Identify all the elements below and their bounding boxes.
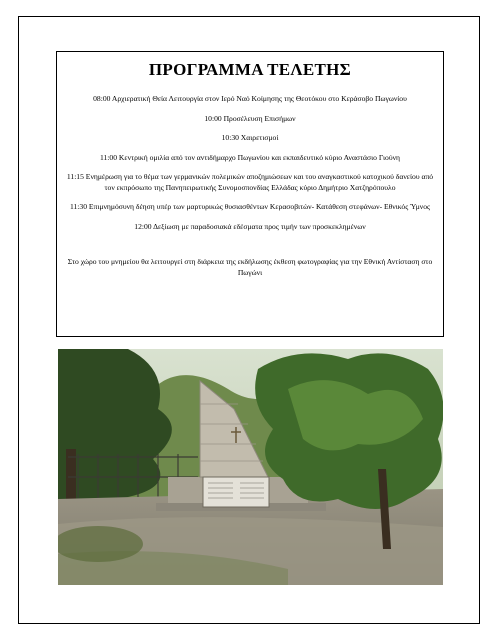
- program-item-1030: 10:30 Χαιρετισμοί: [221, 133, 279, 142]
- program-title: ΠΡΟΓΡΑΜΜΑ ΤΕΛΕΤΗΣ: [148, 60, 352, 79]
- program-item-0800: 08:00 Αρχιερατική Θεία Λειτουργία στον Ιερό Ναό Κοίμησης της Θεοτόκου στο Κεράσοβο Πωγωνίου: [93, 94, 407, 103]
- program-item-1000: 10:00 Προσέλευση Επισήμων: [204, 113, 296, 123]
- program-item-1130: 11:30 Επιμνημόσυνη δέηση υπέρ των μαρτυρικώς θυσιασθέντων Κερασοβιτών- Κατάθεση στεφάνων- Εθνικός Ύμνος: [69, 202, 431, 211]
- exhibition-note: Στο χώρο του μνημείου θα λειτουργεί στη διάρκεια της εκδήλωσης έκθεση φωτογραφίας για την Εθνική Αντίσταση στο Πωγώνι: [67, 257, 433, 277]
- program-item-1200: 12:00 Δεξίωση με παραδοσιακά εδέσματα προς τιμήν των προσκεκλημένων: [134, 221, 366, 231]
- program-box: [56, 51, 444, 337]
- program-item-1100: 11:00 Κεντρική ομιλία από τον αντιδήμαρχο Πωγωνίου και εκπαιδευτικό κύριο Αναστάσιο Γιούνη: [100, 152, 400, 162]
- program-item-1115: 11:15 Ενημέρωση για το θέμα των γερμανικών πολεμικών αποζημιώσεων και του αναγκαστικού κατοχικού δανείου από τον εκπρόσωπο της Πανηπειρωτικής Συνομοσπονδίας Ελλάδας κύριο Δημήτριο Χατζηρόπουλο: [66, 172, 434, 192]
- memorial-photo-illustration: [58, 349, 443, 585]
- memorial-photo: [58, 349, 443, 585]
- monument-plaque: [203, 477, 269, 507]
